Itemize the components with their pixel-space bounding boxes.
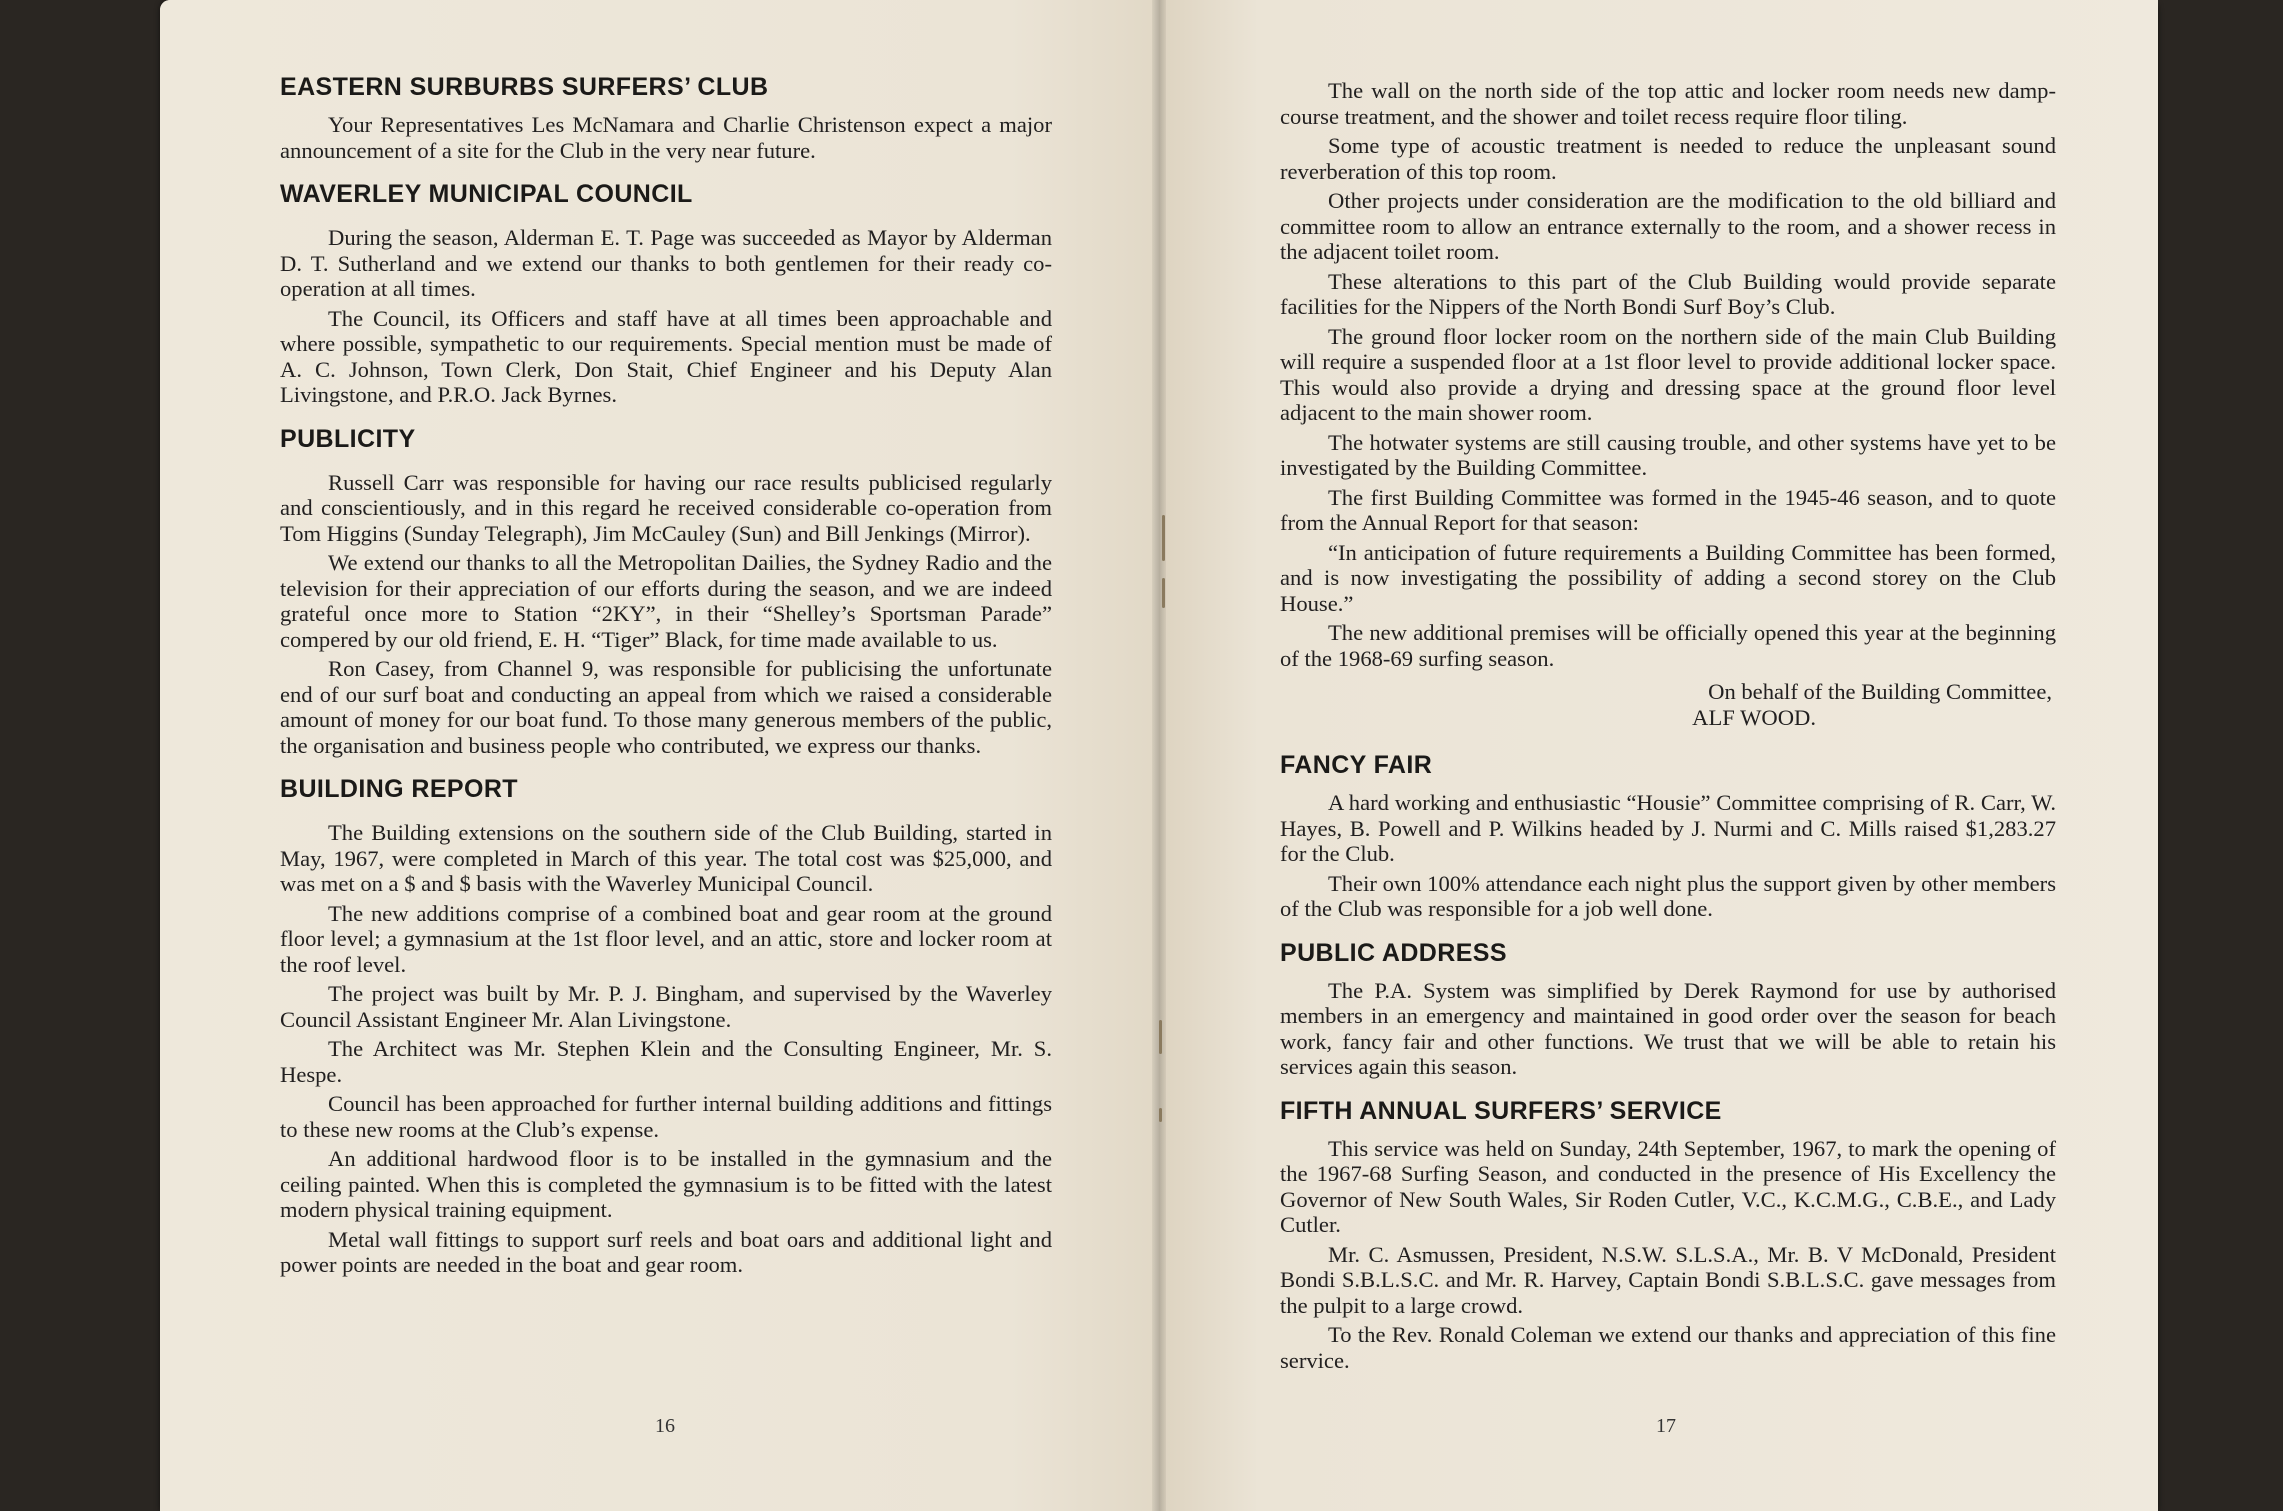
- paragraph: These alterations to this part of the Club Building would provide separate facilities for the Nippers of the North Bondi Surf Boy’s Club.: [1280, 268, 2056, 319]
- section-building-report: [280, 772, 1052, 1278]
- paragraph: Your Representatives Les McNamara and Charlie Christenson expect a major announcement of a site for the Club in the very near future.: [280, 112, 1052, 163]
- section-heading: FIFTH ANNUAL SURFERS’ SERVICE: [1280, 1096, 1722, 1125]
- paragraph: Ron Casey, from Channel 9, was responsible for publicising the unfortunate end of our surf boat and conducting an appeal from which we raised a considerable amount of money for our boat fund. To those many generous members of the public, the organisation and business people who contributed, we express our thanks.: [280, 656, 1052, 758]
- staple-bottom-lower: [1159, 1108, 1162, 1122]
- signoff-name: ALF WOOD.: [1692, 704, 1816, 730]
- paragraph: The Council, its Officers and staff have at all times been approachable and where possible, sympathetic to our requirements. Special mention must be made of A. C. Johnson, Town Clerk, Don Stait, Chief Engineer and his Deputy Alan Livingstone, and P.R.O. Jack Byrnes.: [280, 305, 1052, 407]
- paragraph: Mr. C. Asmussen, President, N.S.W. S.L.S.A., Mr. B. V McDonald, President Bondi S.B.L.S.C. and Mr. R. Harvey, Captain Bondi S.B.L.S.C. gave messages from the pulpit to a large crowd.: [1280, 1241, 2056, 1318]
- paragraph: Their own 100% attendance each night plus the support given by other members of the Club was responsible for a job well done.: [1280, 870, 2056, 921]
- signoff-line: On behalf of the Building Committee,: [1708, 679, 2052, 704]
- paragraph: To the Rev. Ronald Coleman we extend our thanks and appreciation of this fine service.: [1280, 1322, 2056, 1373]
- section-heading: WAVERLEY MUNICIPAL COUNCIL: [280, 180, 693, 208]
- paragraph: A hard working and enthusiastic “Housie” Committee comprising of R. Carr, W. Hayes, B. Powell and P. Wilkins headed by J. Nurmi and C. Mills raised $1,283.27 for the Club.: [1280, 790, 2056, 866]
- paragraph: Some type of acoustic treatment is needed to reduce the unpleasant sound reverberation of this top room.: [1280, 133, 2056, 184]
- staple-bottom: [1159, 1020, 1162, 1054]
- staple-top-lower: [1162, 578, 1165, 608]
- paragraph: The new additions comprise of a combined boat and gear room at the ground floor level; a gymnasium at the 1st floor level, and an attic, store and locker room at the roof level.: [280, 900, 1052, 977]
- quoted-paragraph: “In anticipation of future requirements a Building Committee has been formed, and is now investigating the possibility of adding a second storey on the Club House.”: [1280, 539, 2056, 616]
- paragraph: The wall on the north side of the top attic and locker room needs new damp-course treatment, and the shower and toilet recess require floor tiling.: [1280, 78, 2056, 129]
- page-number-left: 16: [655, 1415, 675, 1437]
- section-building-continued: [1280, 78, 2056, 730]
- paragraph: The Building extensions on the southern side of the Club Building, started in May, 1967, were completed in March of this year. The total cost was $25,000, and was met on a $ and $ basis with the Waverley Municipal Council.: [280, 820, 1052, 896]
- right-page-text: [1280, 78, 2056, 1387]
- section-public-address: [1280, 936, 2056, 1080]
- section-surfers-service: [1280, 1094, 2056, 1374]
- section-heading: PUBLICITY: [280, 424, 416, 453]
- section-waverley-council: [280, 177, 1052, 408]
- section-heading: PUBLIC ADDRESS: [1280, 938, 1507, 967]
- paragraph: The new additional premises will be officially opened this year at the beginning of the 1968-69 surfing season.: [1280, 620, 2056, 671]
- section-publicity: [280, 422, 1052, 759]
- section-eastern-suburbs: [280, 70, 1052, 163]
- section-heading: FANCY FAIR: [1280, 751, 1433, 779]
- section-heading: BUILDING REPORT: [280, 775, 518, 803]
- paragraph: During the season, Alderman E. T. Page was succeeded as Mayor by Alderman D. T. Sutherland and we extend our thanks to both gentlemen for their ready co-operation at all times.: [280, 225, 1052, 301]
- book-gutter: [1152, 0, 1166, 1511]
- paragraph: We extend our thanks to all the Metropolitan Dailies, the Sydney Radio and the television for their appreciation of our efforts during the season, and we are indeed grateful once more to Station “2KY”, in their “Shelley’s Sportsman Parade” compered by our old friend, E. H. “Tiger” Black, for time made available to us.: [280, 550, 1052, 652]
- paragraph: This service was held on Sunday, 24th September, 1967, to mark the opening of the 1967-68 Surfing Season, and conducted in the presence of His Excellency the Governor of New South Wales, Sir Roden Cutler, V.C., K.C.M.G., C.B.E., and Lady Cutler.: [1280, 1135, 2056, 1237]
- paragraph: Other projects under consideration are the modification to the old billiard and committee room to allow an entrance externally to the room, and a shower recess in the adjacent toilet room.: [1280, 188, 2056, 264]
- section-fancy-fair: [1280, 748, 2056, 922]
- paragraph: Russell Carr was responsible for having our race results publicised regularly and conscientiously, and in this regard he received considerable co-operation from Tom Higgins (Sunday Telegraph), Jim McCauley (Sun) and Bill Jenkings (Mirror).: [280, 469, 1052, 546]
- paragraph: The P.A. System was simplified by Derek Raymond for use by authorised members in an emergency and maintained in good order over the season for beach work, fancy fair and other functions. We trust that we will be able to retain his services again this season.: [1280, 977, 2056, 1079]
- paragraph: The first Building Committee was formed in the 1945-46 season, and to quote from the Annual Report for that season:: [1280, 484, 2056, 535]
- staple-top: [1162, 515, 1165, 561]
- left-page-text: [280, 70, 1052, 1292]
- paragraph: The hotwater systems are still causing trouble, and other systems have yet to be investigated by the Building Committee.: [1280, 429, 2056, 480]
- paragraph: Metal wall fittings to support surf reels and boat oars and additional light and power points are needed in the boat and gear room.: [280, 1226, 1052, 1277]
- paragraph: The Architect was Mr. Stephen Klein and the Consulting Engineer, Mr. S. Hespe.: [280, 1036, 1052, 1087]
- paragraph: The ground floor locker room on the northern side of the main Club Building will require a suspended floor at a 1st floor level to provide additional locker space. This would also provide a drying and dressing space at the ground floor level adjacent to the main shower room.: [1280, 323, 2056, 425]
- paragraph: An additional hardwood floor is to be installed in the gymnasium and the ceiling painted. When this is completed the gymnasium is to be fitted with the latest modern physical training equipment.: [280, 1146, 1052, 1222]
- page-number-right: 17: [1656, 1415, 1676, 1437]
- paragraph: The project was built by Mr. P. J. Bingham, and supervised by the Waverley Council Assistant Engineer Mr. Alan Livingstone.: [280, 981, 1052, 1032]
- section-heading: EASTERN SURBURBS SURFERS’ CLUB: [280, 73, 769, 101]
- paragraph: Council has been approached for further internal building additions and fittings to these new rooms at the Club’s expense.: [280, 1091, 1052, 1142]
